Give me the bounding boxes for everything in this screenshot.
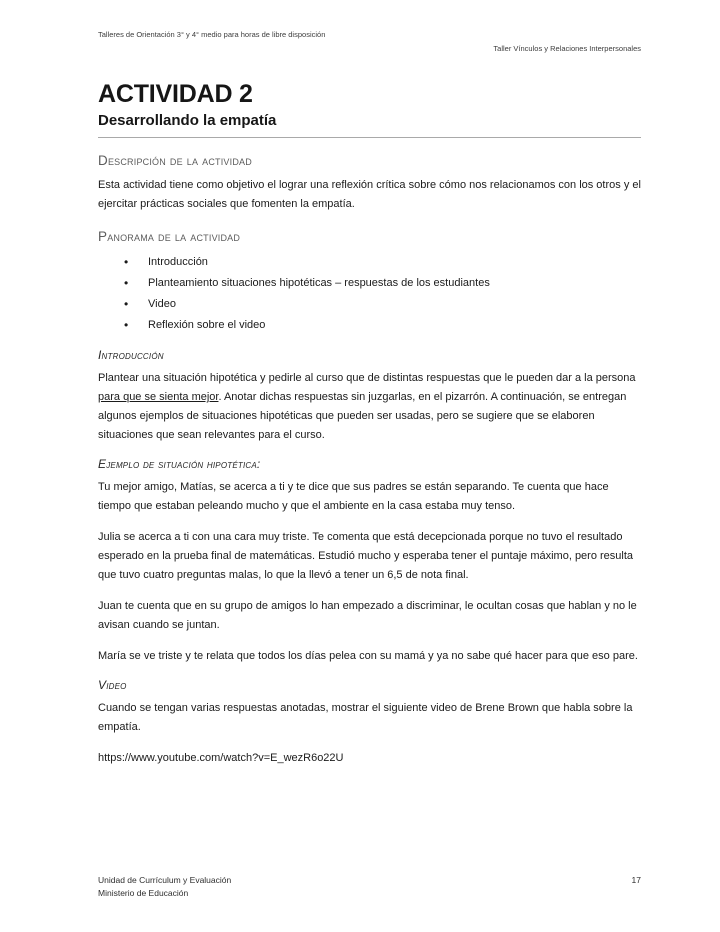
intro-text-before: Plantear una situación hipotética y pedirle al curso que de distintas respuestas que le pueden dar a la persona	[98, 372, 636, 384]
paragraph-ejemplo-matias: Tu mejor amigo, Matías, se acerca a ti y te dice que sus padres se están separando. Te cuenta que hace tiempo que estaban peleando mucho y que el ambiente en la casa estaba muy tenso.	[98, 481, 609, 512]
running-header-right: Taller Vínculos y Relaciones Interpersonales	[493, 44, 641, 53]
section-heading-panorama: Panorama de la actividad	[98, 229, 241, 244]
running-header-left: Talleres de Orientación 3° y 4° medio para horas de libre disposición	[98, 30, 326, 39]
paragraph-ejemplo-maria: María se ve triste y te relata que todos los días pelea con su mamá y ya no sabe qué hacer para que eso pare.	[98, 650, 638, 662]
activity-title: ACTIVIDAD 2	[98, 80, 253, 108]
subsection-heading-video: Video	[98, 678, 127, 692]
list-item: • Video	[124, 294, 641, 315]
subsection-heading-ejemplo: Ejemplo de situación hipotética:	[98, 457, 261, 471]
paragraph-ejemplo-julia: Julia se acerca a ti con una cara muy triste. Te comenta que está decepcionada porque no tuvo el resultado esperado en la prueba final de matemáticas. Estudió mucho y esperaba tener el puntaje máximo, pero resulta que tuvo cuatro preguntas malas, lo que la llevó a tener un 6,5 de nota final.	[98, 531, 634, 581]
underlined-phrase: para que se sienta mejor	[98, 391, 219, 403]
paragraph-descripcion: Esta actividad tiene como objetivo el lograr una reflexión crítica sobre cómo nos relacionamos con los otros y el ejercitar prácticas sociales que fomenten la empatía.	[98, 179, 641, 210]
subsection-heading-introduccion: Introducción	[98, 348, 164, 362]
list-item: • Introducción	[124, 252, 641, 273]
paragraph-ejemplo-juan: Juan te cuenta que en su grupo de amigos lo han empezado a discriminar, le ocultan cosas que hablan y no le avisan cuando se juntan.	[98, 600, 637, 631]
intro-text-after: . Anotar dichas respuestas sin juzgarlas, en el pizarrón. A continuación, se entregan algunos ejemplos de situaciones hipotéticas que pueden ser usadas, pero se sugiere que se elaboren situaciones que sean relevantes para el curso.	[98, 391, 627, 441]
paragraph-introduccion	[98, 369, 641, 445]
page-footer	[98, 874, 641, 900]
paragraph-video: Cuando se tengan varias respuestas anotadas, mostrar el siguiente video de Brene Brown que habla sobre la empatía.	[98, 702, 633, 733]
footer-org-line1: Unidad de Currículum y Evaluación	[98, 875, 232, 885]
section-heading-descripcion: Descripción de la actividad	[98, 153, 252, 168]
footer-org-line2: Ministerio de Educación	[98, 888, 189, 898]
activity-subtitle: Desarrollando la empatía	[98, 112, 641, 138]
list-item: • Planteamiento situaciones hipotéticas – respuestas de los estudiantes	[124, 273, 641, 294]
page-number: 17	[631, 875, 641, 885]
footer-organization	[98, 874, 231, 900]
panorama-list	[98, 252, 641, 336]
video-url-link[interactable]: https://www.youtube.com/watch?v=E_wezR6o22U	[98, 752, 344, 764]
list-item: • Reflexión sobre el video	[124, 315, 641, 336]
